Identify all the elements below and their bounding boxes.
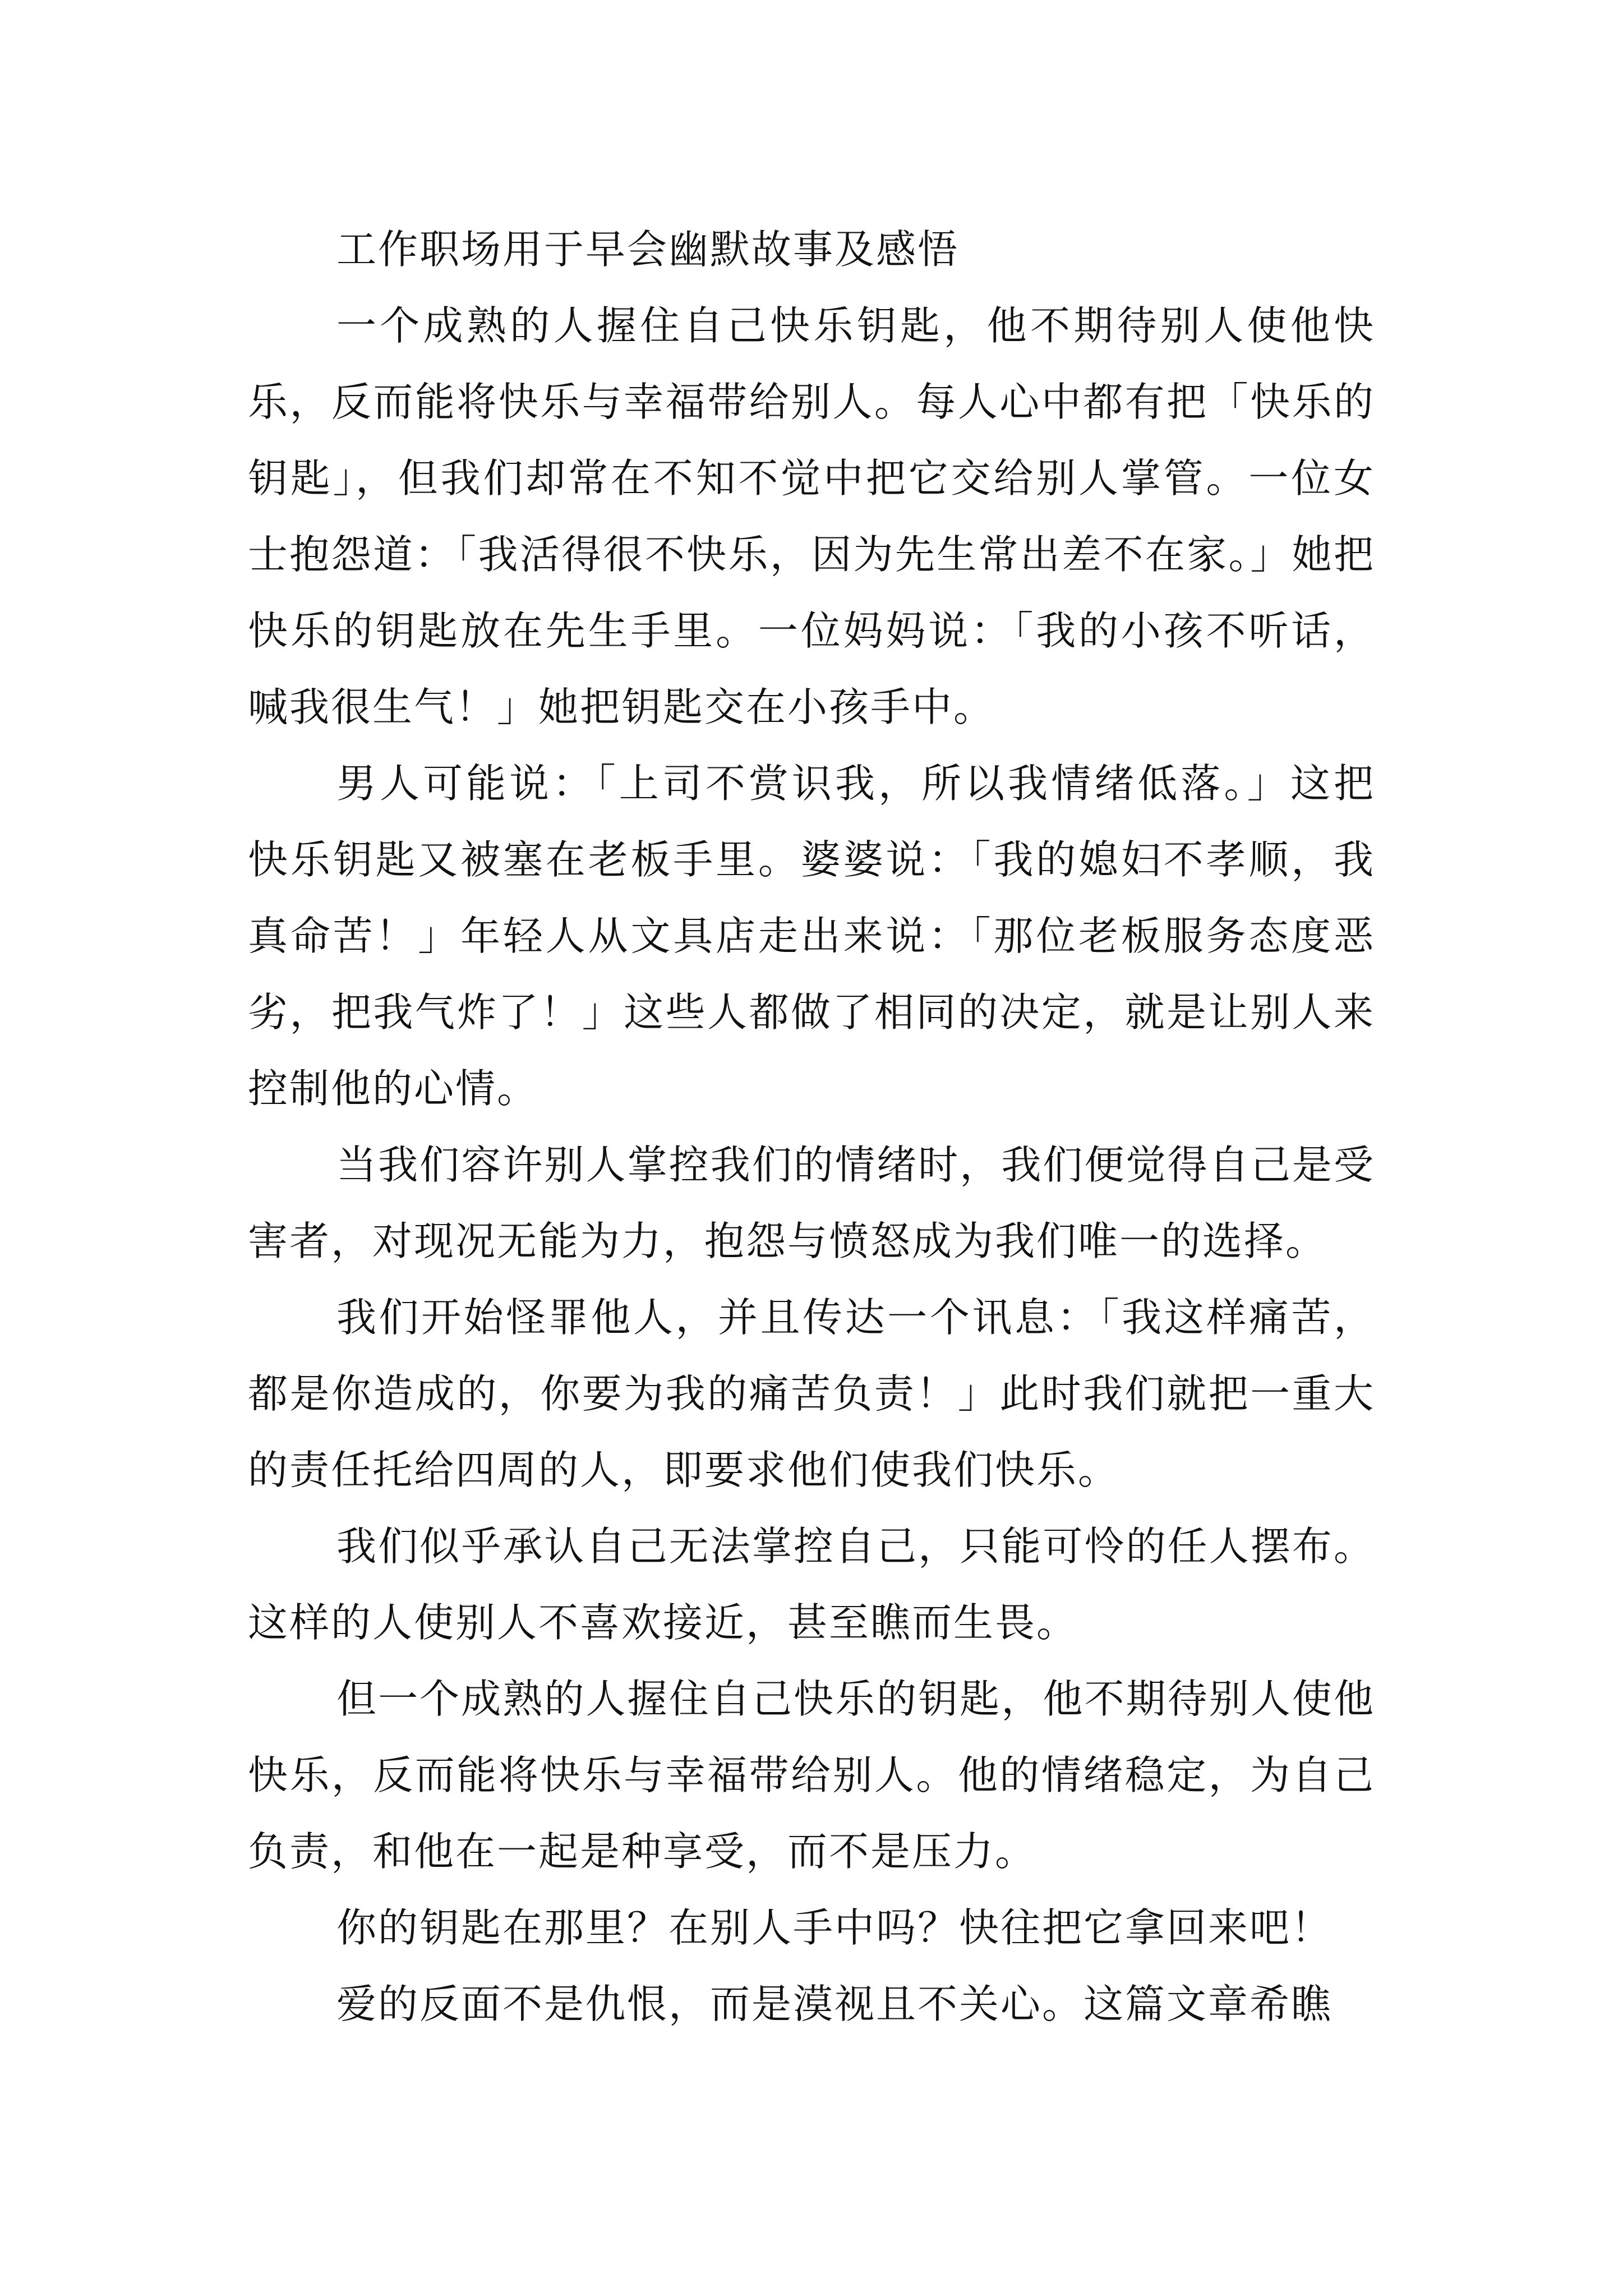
paragraph: 当我们容许别人掌控我们的情绪时，我们便觉得自己是受害者，对现况无能为力，抱怨与愤怒成为我们唯一的选择。	[248, 1142, 1375, 1264]
paragraph: 你的钥匙在那里？在别人手中吗？快往把它拿回来吧！	[336, 1904, 1333, 1951]
paragraph: 男人可能说：「上司不赏识我，所以我情绪低落。」这把快乐钥匙又被塞在老板手里。婆婆说：「我的媳妇不孝顺，我真命苦！」年轻人从文具店走出来说：「那位老板服务态度恶劣，把我气炸了！」这些人都做了相同的决定，就是让别人来控制他的心情。	[248, 760, 1375, 1112]
paragraph: 一个成熟的人握住自己快乐钥匙，他不期待别人使他快乐，反而能将快乐与幸福带给别人。每人心中都有把「快乐的钥匙」，但我们却常在不知不觉中把它交给别人掌管。一位女士抱怨道：「我活得很不快乐，因为先生常出差不在家。」她把快乐的钥匙放在先生手里。一位妈妈说：「我的小孩不听话，喊我很生气！」她把钥匙交在小孩手中。	[248, 302, 1375, 730]
paragraph: 但一个成熟的人握住自己快乐的钥匙，他不期待别人使他快乐，反而能将快乐与幸福带给别人。他的情绪稳定，为自己负责，和他在一起是种享受，而不是压力。	[248, 1676, 1375, 1875]
document-body	[248, 211, 1375, 2042]
paragraph: 爱的反面不是仇恨，而是漠视且不关心。这篇文章希瞧	[336, 1981, 1333, 2027]
document-title: 工作职场用于早会幽默故事及感悟	[336, 226, 960, 273]
paragraph: 我们开始怪罪他人，并且传达一个讯息：「我这样痛苦，都是你造成的，你要为我的痛苦负责！」此时我们就把一重大的责任托给四周的人，即要求他们使我们快乐。	[248, 1294, 1375, 1493]
paragraph: 我们似乎承认自己无法掌控自己，只能可怜的任人摆布。这样的人使别人不喜欢接近，甚至瞧而生畏。	[248, 1523, 1375, 1646]
